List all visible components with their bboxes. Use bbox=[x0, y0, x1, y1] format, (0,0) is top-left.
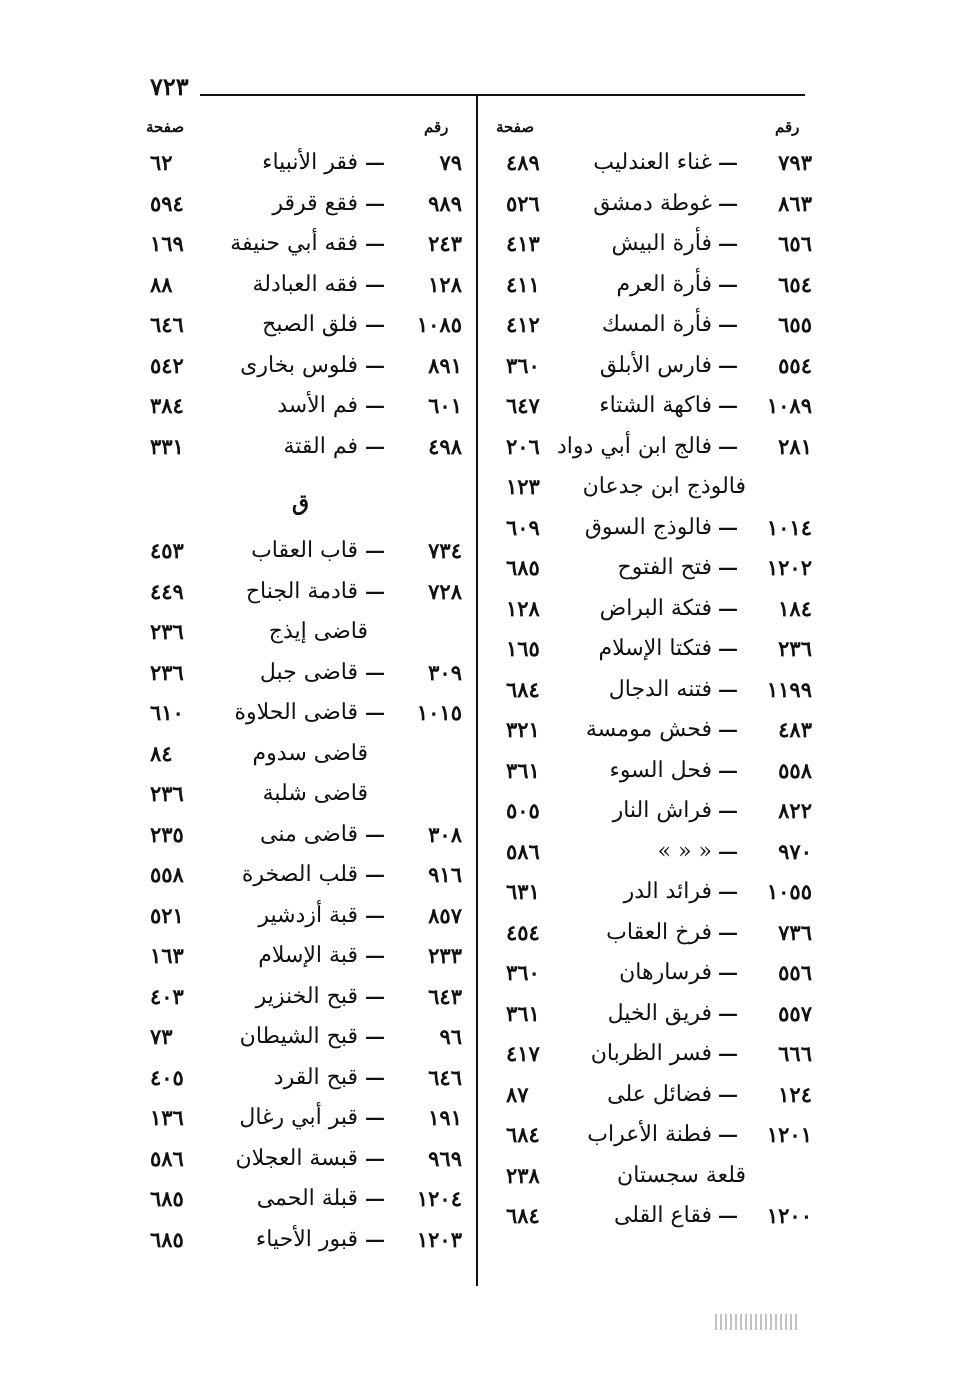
entry-page: ٢٣٨ bbox=[506, 1162, 540, 1188]
entry-number: ١٠٨٥ bbox=[416, 312, 462, 337]
entry-dash: — bbox=[718, 717, 738, 741]
entry-number: ٨٩١ bbox=[428, 352, 462, 378]
entry-page: ٦٣١ bbox=[506, 879, 540, 904]
entry-page: ٣٦٠ bbox=[506, 960, 540, 985]
entry-dash: — bbox=[718, 636, 738, 660]
entry-dash: — bbox=[365, 1226, 385, 1251]
entry-page: ١٢٣ bbox=[506, 474, 540, 499]
entry-name: فطنة الأعراب bbox=[587, 1122, 712, 1147]
entry-name: فرائد الدر bbox=[623, 879, 712, 904]
entry-number: ٦٤٦ bbox=[428, 1064, 462, 1090]
entry-number: ٢٣٦ bbox=[778, 636, 812, 661]
entry-number: ٥٥٧ bbox=[778, 1000, 812, 1026]
entry-dash: — bbox=[718, 595, 738, 620]
entry-name: قبلة الحمى bbox=[256, 1186, 358, 1211]
entry-dash: — bbox=[718, 1203, 738, 1227]
entry-name: فم القتة bbox=[283, 433, 358, 459]
entry-name: فرسارهان bbox=[619, 960, 712, 985]
entry-name: قلب الصخرة bbox=[241, 862, 358, 887]
entry-dash: — bbox=[718, 676, 738, 701]
entry-name: فتنه الدجال bbox=[608, 676, 712, 702]
entry-dash: — bbox=[365, 659, 385, 684]
entry-name: فارس الأبلق bbox=[599, 352, 712, 378]
entry-dash: — bbox=[365, 1024, 385, 1048]
entry-name: فتكة البراض bbox=[599, 595, 712, 621]
entry-dash: — bbox=[365, 821, 385, 846]
entry-number: ١٢٠٠ bbox=[766, 1203, 812, 1228]
entry-page: ١٦٥ bbox=[506, 636, 540, 661]
entry-number: ٣٠٨ bbox=[428, 821, 462, 847]
entry-dash: — bbox=[718, 960, 738, 984]
entry-name: فأرة البيش bbox=[611, 231, 712, 256]
entry-name: قادمة الجناح bbox=[245, 578, 358, 604]
entry-page: ٥٢٦ bbox=[506, 190, 540, 216]
top-rule bbox=[200, 94, 805, 96]
entry-page: ٣٨٤ bbox=[150, 393, 184, 418]
entry-number: ٧٣٦ bbox=[778, 919, 812, 945]
entry-dash: — bbox=[718, 1122, 738, 1146]
entry-name: فالج ابن أبي دواد bbox=[557, 433, 712, 459]
index-entry bbox=[0, 434, 975, 470]
entry-page: ٤٥٣ bbox=[150, 538, 184, 563]
entry-name: فلوس بخارى bbox=[240, 352, 358, 378]
entry-number: ٧٢٨ bbox=[428, 578, 462, 604]
entry-name: فأرة المسك bbox=[601, 312, 712, 337]
entry-page: ٢٠٦ bbox=[506, 433, 540, 459]
entry-name: فقاع القلى bbox=[613, 1203, 712, 1228]
entry-page: ٤٥٤ bbox=[506, 919, 540, 945]
entry-dash: — bbox=[365, 150, 385, 174]
entry-dash: — bbox=[718, 231, 738, 255]
entry-name: قبة الإسلام bbox=[258, 943, 358, 968]
index-entry bbox=[0, 741, 975, 777]
entry-page: ٦٢ bbox=[150, 150, 173, 175]
entry-number: ١٩١ bbox=[428, 1105, 462, 1130]
index-entry bbox=[0, 781, 975, 817]
header-number-right: رقم bbox=[775, 118, 800, 136]
entry-page: ٦٨٤ bbox=[506, 1203, 540, 1228]
index-entry bbox=[0, 538, 975, 574]
entry-number: ٨٦٣ bbox=[778, 190, 812, 216]
index-entry bbox=[0, 579, 975, 615]
entry-page: ٨٤ bbox=[150, 740, 173, 766]
index-entry bbox=[0, 272, 975, 308]
entry-dash: — bbox=[718, 271, 738, 296]
entry-page: ٧٣ bbox=[150, 1024, 173, 1049]
entry-page: ٦٤٦ bbox=[150, 312, 184, 337]
entry-number: ٥٥٨ bbox=[778, 757, 812, 783]
index-entry bbox=[0, 191, 975, 227]
page-number: ٧٢٣ bbox=[150, 72, 189, 101]
entry-number: ٢٤٣ bbox=[428, 231, 462, 256]
entry-dash: — bbox=[718, 190, 738, 215]
entry-dash: — bbox=[718, 757, 738, 782]
entry-name: فسر الظربان bbox=[590, 1041, 712, 1066]
index-entry bbox=[0, 943, 975, 979]
index-entry bbox=[0, 1227, 975, 1263]
entry-name: فريق الخيل bbox=[607, 1000, 712, 1026]
entry-name: قاضى جبل bbox=[259, 659, 358, 685]
index-entry bbox=[0, 474, 975, 510]
entry-dash: — bbox=[365, 862, 385, 886]
entry-page: ٥٤٢ bbox=[150, 352, 184, 378]
entry-dash: — bbox=[365, 393, 385, 417]
entry-dash: — bbox=[718, 798, 738, 822]
header-number-left: رقم bbox=[424, 118, 449, 136]
entry-number: ٦٤٣ bbox=[428, 983, 462, 1009]
entry-name: « « » bbox=[657, 838, 712, 864]
entry-name: فاكهة الشتاء bbox=[599, 393, 712, 418]
entry-name: فرخ العقاب bbox=[606, 919, 712, 945]
entry-page: ٤٠٣ bbox=[150, 983, 184, 1009]
entry-page: ٥٢١ bbox=[150, 902, 184, 928]
index-entry bbox=[0, 862, 975, 898]
entry-page: ٢٣٦ bbox=[150, 619, 184, 644]
index-entry bbox=[0, 353, 975, 389]
entry-name: قبح الشيطان bbox=[239, 1024, 358, 1049]
entry-dash: — bbox=[718, 1081, 738, 1106]
entry-number: ٩٦ bbox=[439, 1024, 462, 1049]
entry-dash: — bbox=[365, 312, 385, 336]
entry-number: ٦٥٤ bbox=[778, 271, 812, 297]
entry-page: ٥٩٤ bbox=[150, 190, 184, 216]
entry-dash: — bbox=[365, 578, 385, 603]
entry-page: ١٦٩ bbox=[150, 231, 184, 256]
entry-dash: — bbox=[365, 902, 385, 927]
entry-number: ١٢٠٣ bbox=[416, 1226, 462, 1252]
entry-name: فلق الصبح bbox=[262, 312, 358, 337]
entry-name: فحش مومسة bbox=[585, 717, 712, 742]
entry-name: فقع قرقر bbox=[272, 190, 358, 216]
entry-number: ٨٥٧ bbox=[428, 902, 462, 928]
entry-page: ٥٨٦ bbox=[150, 1145, 184, 1171]
entry-page: ١٣٦ bbox=[150, 1105, 184, 1130]
entry-name: قاضى سدوم bbox=[252, 740, 368, 766]
entry-number: ١٢٠١ bbox=[766, 1122, 812, 1147]
entry-number: ٧٩٣ bbox=[778, 150, 812, 175]
entry-name: قاضى شلبة bbox=[262, 781, 368, 806]
index-entry bbox=[0, 231, 975, 267]
entry-name: قاضى منى bbox=[260, 821, 358, 847]
entry-page: ٦٨٤ bbox=[506, 676, 540, 702]
entry-dash: — bbox=[718, 555, 738, 579]
entry-dash: — bbox=[718, 838, 738, 863]
entry-page: ٣٦٠ bbox=[506, 352, 540, 378]
index-entry bbox=[0, 1146, 975, 1182]
index-entry bbox=[0, 619, 975, 655]
entry-name: فالوذج السوق bbox=[584, 514, 712, 540]
entry-dash: — bbox=[365, 1064, 385, 1089]
entry-dash: — bbox=[365, 433, 385, 458]
index-entry bbox=[0, 393, 975, 429]
index-entry bbox=[0, 903, 975, 939]
entry-dash: — bbox=[718, 433, 738, 458]
entry-page: ٥٨٦ bbox=[506, 838, 540, 864]
index-entry bbox=[0, 700, 975, 736]
entry-dash: — bbox=[365, 1186, 385, 1210]
entry-page: ٨٨ bbox=[150, 271, 173, 297]
index-entry bbox=[0, 1065, 975, 1101]
entry-page: ٤٠٥ bbox=[150, 1064, 184, 1090]
entry-name: قاضى الحلاوة bbox=[234, 700, 358, 725]
entry-dash: — bbox=[365, 231, 385, 255]
entry-page: ٦٨٥ bbox=[150, 1226, 184, 1252]
entry-page: ٤١٣ bbox=[506, 231, 540, 256]
entry-page: ٤٨٩ bbox=[506, 150, 540, 175]
entry-name: قبح القرد bbox=[273, 1064, 358, 1090]
entry-dash: — bbox=[718, 514, 738, 539]
header-page-right: صفحة bbox=[496, 118, 535, 136]
entry-page: ٦٨٥ bbox=[150, 1186, 184, 1211]
entry-name: قاضى إيذج bbox=[268, 619, 368, 644]
entry-number: ٦٥٦ bbox=[778, 231, 812, 256]
entry-page: ٢٣٦ bbox=[150, 781, 184, 806]
print-stamp bbox=[715, 1314, 800, 1330]
entry-name: قاب العقاب bbox=[251, 538, 358, 563]
entry-dash: — bbox=[718, 1000, 738, 1025]
entry-page: ٤٤٩ bbox=[150, 578, 184, 604]
entry-name: فتكتا الإسلام bbox=[598, 636, 712, 661]
entry-dash: — bbox=[365, 352, 385, 377]
entry-name: قبسة العجلان bbox=[235, 1145, 358, 1171]
entry-page: ٣٦١ bbox=[506, 757, 540, 783]
entry-page: ١٦٣ bbox=[150, 943, 184, 968]
index-entry bbox=[0, 1105, 975, 1141]
entry-dash: — bbox=[365, 538, 385, 562]
entry-number: ١٠٨٩ bbox=[766, 393, 812, 418]
entry-dash: — bbox=[718, 150, 738, 174]
entry-number: ٩١٦ bbox=[428, 862, 462, 887]
entry-number: ٧٩ bbox=[439, 150, 462, 175]
entry-number: ٦٠١ bbox=[428, 393, 462, 418]
index-entry bbox=[0, 660, 975, 696]
entry-number: ١٠١٥ bbox=[416, 700, 462, 725]
entry-number: ٤٩٨ bbox=[428, 433, 462, 459]
entry-number: ٦٦٦ bbox=[778, 1041, 812, 1066]
entry-name: غناء العندليب bbox=[593, 150, 712, 175]
entry-dash: — bbox=[718, 1041, 738, 1065]
entry-number: ١٢٠٤ bbox=[416, 1186, 462, 1211]
entry-number: ١٨٤ bbox=[778, 595, 812, 621]
entry-name: قبح الخنزير bbox=[255, 983, 358, 1009]
entry-dash: — bbox=[718, 312, 738, 336]
entry-number: ١٠١٤ bbox=[766, 514, 812, 540]
entry-name: فضائل على bbox=[607, 1081, 712, 1107]
entry-page: ٦٤٧ bbox=[506, 393, 540, 418]
entry-dash: — bbox=[365, 190, 385, 215]
index-entry bbox=[0, 1024, 975, 1060]
entry-dash: — bbox=[365, 1145, 385, 1170]
entry-number: ١١٩٩ bbox=[766, 676, 812, 702]
index-entry bbox=[0, 1186, 975, 1222]
entry-name: فقه العبادلة bbox=[252, 271, 358, 297]
index-entry bbox=[0, 984, 975, 1020]
entry-name: فقه أبي حنيفة bbox=[230, 231, 358, 256]
entry-name: فحل السوء bbox=[609, 757, 712, 783]
entry-number: ٥٥٤ bbox=[778, 352, 812, 378]
entry-dash: — bbox=[365, 943, 385, 967]
entry-page: ٦٨٥ bbox=[506, 555, 540, 580]
section-letter: ق bbox=[292, 490, 310, 516]
entry-name: فتح الفتوح bbox=[617, 555, 712, 580]
entry-name: قبور الأحياء bbox=[255, 1226, 358, 1252]
entry-name: قبر أبي رغال bbox=[239, 1105, 358, 1130]
entry-page: ٢٣٥ bbox=[150, 821, 184, 847]
entry-number: ١٢٤ bbox=[778, 1081, 812, 1107]
entry-number: ١٠٥٥ bbox=[766, 879, 812, 904]
entry-number: ٥٥٦ bbox=[778, 960, 812, 985]
entry-number: ٧٣٤ bbox=[428, 538, 462, 563]
entry-number: ٤٨٣ bbox=[778, 717, 812, 742]
entry-number: ٢٨١ bbox=[778, 433, 812, 459]
entry-number: ٦٥٥ bbox=[778, 312, 812, 337]
entry-page: ٤١٢ bbox=[506, 312, 540, 337]
index-entry bbox=[0, 312, 975, 348]
entry-name: فقر الأنبياء bbox=[262, 150, 358, 175]
entry-dash: — bbox=[365, 271, 385, 296]
entry-name: قلعة سجستان bbox=[617, 1162, 746, 1188]
entry-dash: — bbox=[718, 879, 738, 903]
entry-number: ٩٧٠ bbox=[778, 838, 812, 864]
entry-page: ٣٣١ bbox=[150, 433, 184, 459]
entry-page: ٥٥٨ bbox=[150, 862, 184, 887]
entry-page: ٣٦١ bbox=[506, 1000, 540, 1026]
entry-dash: — bbox=[718, 352, 738, 377]
entry-number: ٨٢٢ bbox=[778, 798, 812, 823]
entry-dash: — bbox=[365, 1105, 385, 1129]
entry-number: ١٢٠٢ bbox=[766, 555, 812, 580]
entry-name: غوطة دمشق bbox=[593, 190, 712, 216]
entry-dash: — bbox=[365, 700, 385, 724]
entry-dash: — bbox=[365, 983, 385, 1008]
entry-dash: — bbox=[718, 393, 738, 417]
entry-page: ٥٠٥ bbox=[506, 798, 540, 823]
entry-number: ٣٠٩ bbox=[428, 659, 462, 685]
entry-name: فراش النار bbox=[612, 798, 712, 823]
entry-page: ٦١٠ bbox=[150, 700, 184, 725]
entry-number: ٩٦٩ bbox=[428, 1145, 462, 1171]
entry-page: ٦٨٤ bbox=[506, 1122, 540, 1147]
entry-page: ٢٣٦ bbox=[150, 659, 184, 685]
entry-number: ١٢٨ bbox=[428, 271, 462, 297]
entry-number: ٢٣٣ bbox=[428, 943, 462, 968]
index-entry bbox=[0, 150, 975, 186]
entry-page: ١٢٨ bbox=[506, 595, 540, 621]
entry-page: ٤١١ bbox=[506, 271, 540, 297]
entry-name: فالوذج ابن جدعان bbox=[582, 474, 746, 499]
entry-page: ٤١٧ bbox=[506, 1041, 540, 1066]
entry-name: فم الأسد bbox=[277, 393, 358, 418]
entry-page: ٦٠٩ bbox=[506, 514, 540, 540]
entry-dash: — bbox=[718, 919, 738, 944]
index-entry bbox=[0, 822, 975, 858]
entry-page: ٣٢١ bbox=[506, 717, 540, 742]
entry-page: ٨٧ bbox=[506, 1081, 529, 1107]
entry-name: فأرة العرم bbox=[616, 271, 712, 297]
entry-number: ٩٨٩ bbox=[428, 190, 462, 216]
entry-name: قبة أزدشير bbox=[258, 902, 358, 928]
header-page-left: صفحة bbox=[146, 118, 185, 136]
